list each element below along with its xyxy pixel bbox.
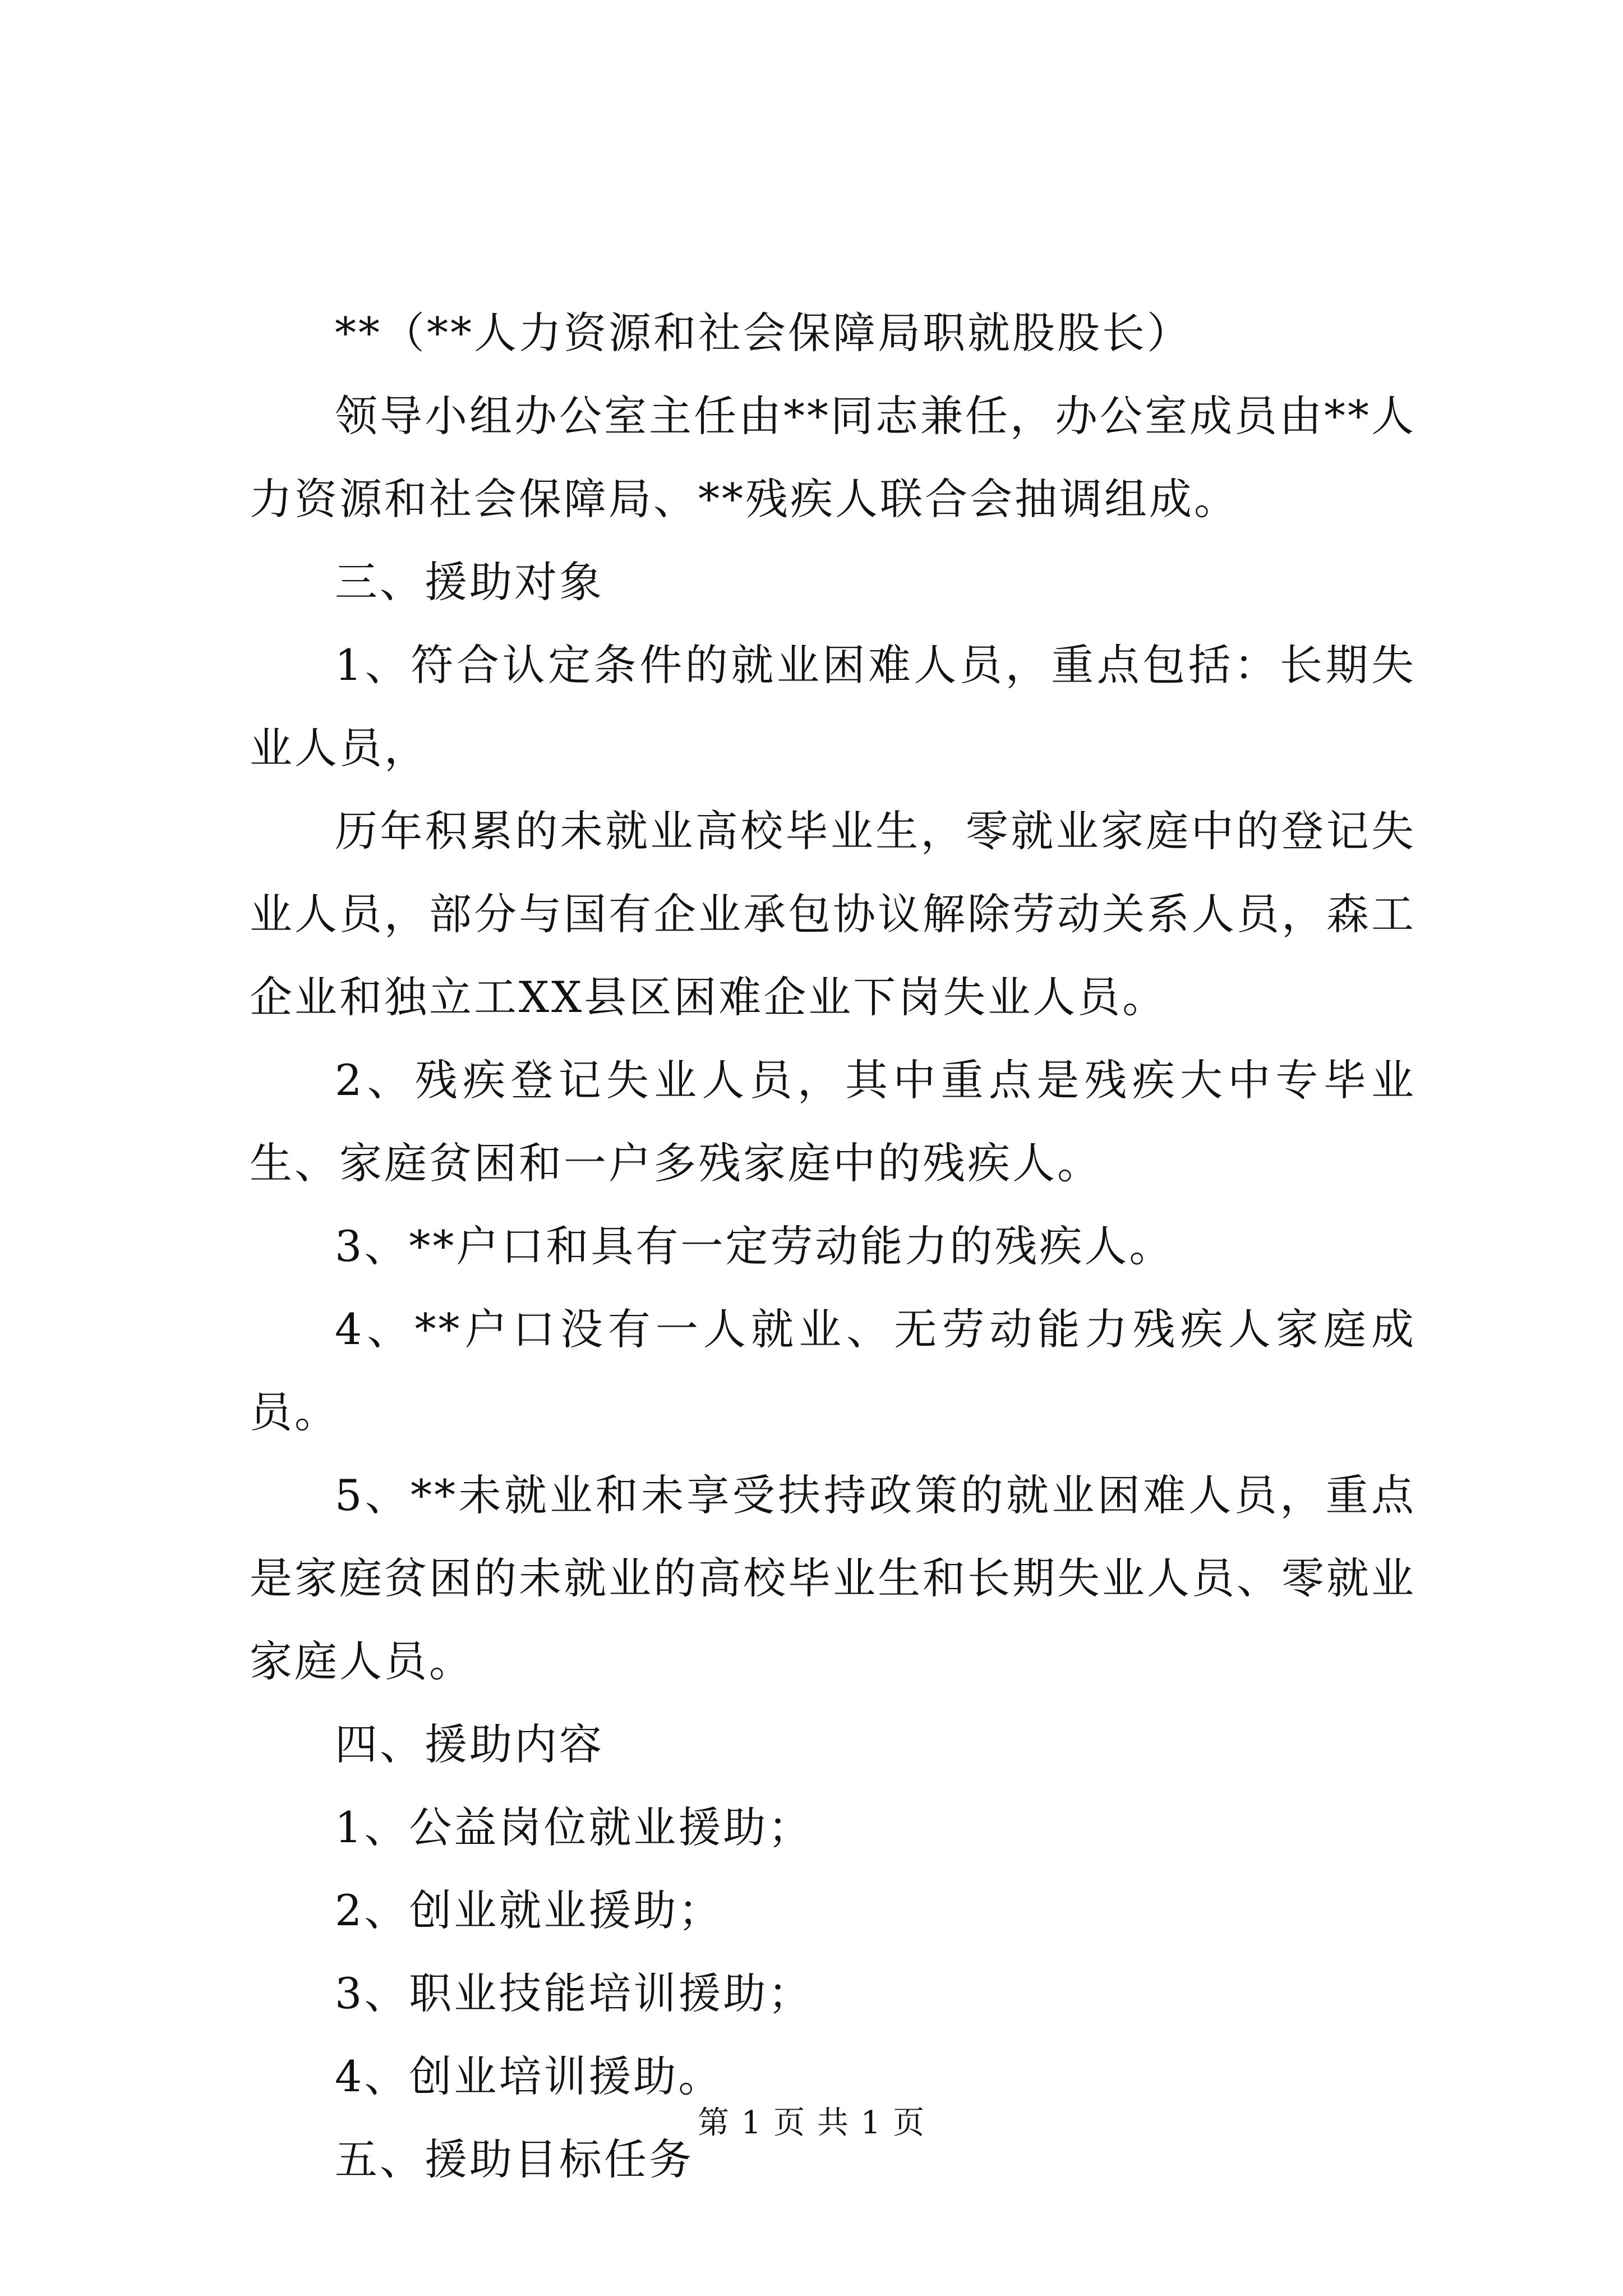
paragraph-target-1: 1、符合认定条件的就业困难人员，重点包括：长期失业人员， [250, 640, 1416, 773]
paragraph-target-4: 4、**户口没有一人就业、无劳动能力残疾人家庭成员。 [250, 1304, 1416, 1437]
heading-assistance-targets: 三、援助对象 [335, 557, 604, 607]
paragraph-content-4: 4、创业培训援助。 [335, 2051, 723, 2101]
paragraph-leader-title: **（**人力资源和社会保障局职就股股长） [335, 308, 1192, 358]
paragraph-content-2: 2、创业就业援助； [335, 1885, 723, 1935]
page-footer: 第 1 页 共 1 页 [697, 2105, 926, 2141]
document-body [250, 292, 1416, 2201]
paragraph-target-5: 5、**未就业和未享受扶持政策的就业困难人员，重点是家庭贫困的未就业的高校毕业生和长期失业人员、零就业家庭人员。 [250, 1470, 1416, 1686]
paragraph-target-2: 2、残疾登记失业人员，其中重点是残疾大中专毕业生、家庭贫困和一户多残家庭中的残疾人。 [250, 1055, 1416, 1188]
paragraph-office-members: 领导小组办公室主任由**同志兼任，办公室成员由**人力资源和社会保障局、**残疾人联合会抽调组成。 [250, 391, 1416, 524]
heading-assistance-content: 四、援助内容 [335, 1719, 604, 1769]
paragraph-content-3: 3、职业技能培训援助； [335, 1968, 813, 2018]
paragraph-content-1: 1、公益岗位就业援助； [335, 1802, 813, 1852]
paragraph-target-1-continued: 历年积累的未就业高校毕业生，零就业家庭中的登记失业人员，部分与国有企业承包协议解除劳动关系人员，森工企业和独立工XX县区困难企业下岗失业人员。 [250, 806, 1416, 1022]
paragraph-target-3: 3、**户口和具有一定劳动能力的残疾人。 [335, 1221, 1174, 1271]
heading-assistance-goals: 五、援助目标任务 [335, 2134, 694, 2184]
